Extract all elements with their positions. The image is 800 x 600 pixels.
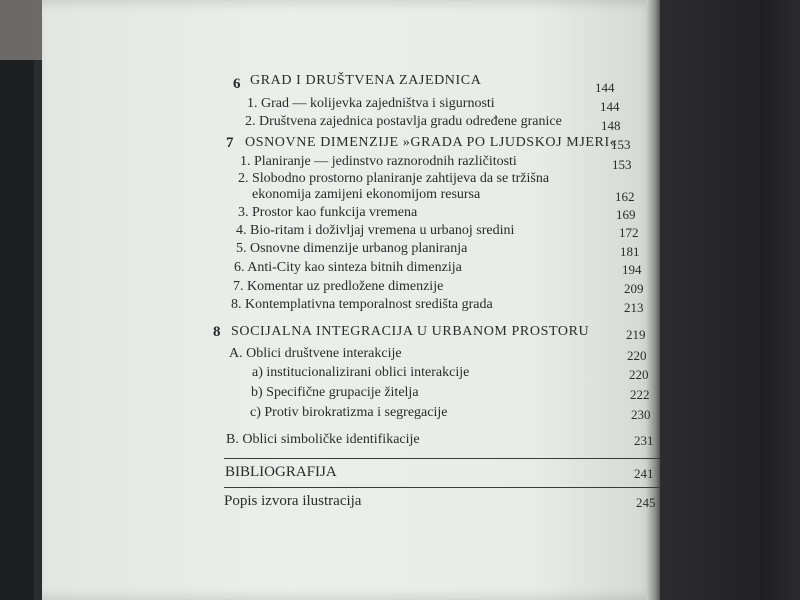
illustrations-page: 245 (636, 495, 656, 510)
chapter-7-item-4-page: 172 (619, 225, 639, 240)
chapter-6-item-1-page: 144 (600, 99, 620, 114)
chapter-8-subsection-a: a) institucionalizirani oblici interakcije (252, 365, 470, 380)
chapter-7-item-2: 2. Slobodno prostorno planiranje zahtijeva da se tržišna (238, 171, 550, 186)
chapter-7-item-3-page: 169 (616, 207, 636, 222)
chapter-8-subsection-a-page: 220 (629, 367, 649, 382)
chapter-7-item-8-page: 213 (624, 300, 644, 315)
chapter-8-title: SOCIJALNA INTEGRACIJA U URBANOM PROSTORU (231, 324, 590, 339)
chapter-7-item-5-page: 181 (620, 244, 640, 259)
chapter-8-page: 219 (626, 327, 646, 342)
bibliography-label: BIBLIOGRAFIJA (225, 464, 337, 480)
chapter-7-item-2-continued: ekonomija zamijeni ekonomijom resursa (252, 187, 481, 202)
chapter-7-item-6-page: 194 (622, 262, 642, 277)
chapter-7-item-3: 3. Prostor kao funkcija vremena (238, 205, 418, 220)
chapter-7-item-2-page: 162 (615, 189, 635, 204)
chapter-7-page: 153 (611, 137, 631, 152)
chapter-7-item-8: 8. Kontemplativna temporalnost središta grada (231, 297, 493, 312)
chapter-6-page: 144 (595, 80, 615, 95)
chapter-7-item-1: 1. Planiranje — jedinstvo raznorodnih različitosti (240, 154, 517, 169)
divider (224, 487, 660, 488)
chapter-6-title: GRAD I DRUŠTVENA ZAJEDNICA (250, 73, 482, 88)
divider (224, 458, 660, 459)
chapter-6-item-1: 1. Grad — kolijevka zajedništva i sigurnosti (247, 96, 495, 111)
chapter-8-subsection-c: c) Protiv birokratizma i segregacije (250, 405, 448, 420)
chapter-7-title: OSNOVNE DIMENZIJE »GRADA PO LJUDSKOJ MJERI« (245, 135, 618, 150)
chapter-8-section-b: B. Oblici simboličke identifikacije (226, 432, 420, 447)
chapter-8-number: 8 (213, 324, 221, 340)
chapter-7-item-7: 7. Komentar uz predložene dimenzije (233, 279, 444, 294)
chapter-6-item-2: 2. Društvena zajednica postavlja gradu određene granice (245, 114, 562, 129)
chapter-7-item-7-page: 209 (624, 281, 644, 296)
chapter-7-item-1-page: 153 (612, 157, 632, 172)
bibliography-page: 241 (634, 466, 654, 481)
chapter-7-item-4: 4. Bio-ritam i doživljaj vremena u urbanoj sredini (236, 223, 515, 238)
chapter-6-item-2-page: 148 (601, 118, 621, 133)
chapter-6-number: 6 (233, 76, 241, 92)
chapter-7-number: 7 (226, 135, 234, 151)
chapter-7-item-5: 5. Osnovne dimenzije urbanog planiranja (236, 241, 468, 256)
chapter-8-section-a-page: 220 (627, 348, 647, 363)
chapter-8-subsection-c-page: 230 (631, 407, 651, 422)
illustrations-label: Popis izvora ilustracija (224, 493, 362, 509)
chapter-8-subsection-b-page: 222 (630, 387, 650, 402)
chapter-8-subsection-b: b) Specifične grupacije žitelja (251, 385, 419, 400)
chapter-8-section-a: A. Oblici društvene interakcije (229, 346, 402, 361)
chapter-8-section-b-page: 231 (634, 433, 654, 448)
chapter-7-item-6: 6. Anti-City kao sinteza bitnih dimenzija (234, 260, 462, 275)
